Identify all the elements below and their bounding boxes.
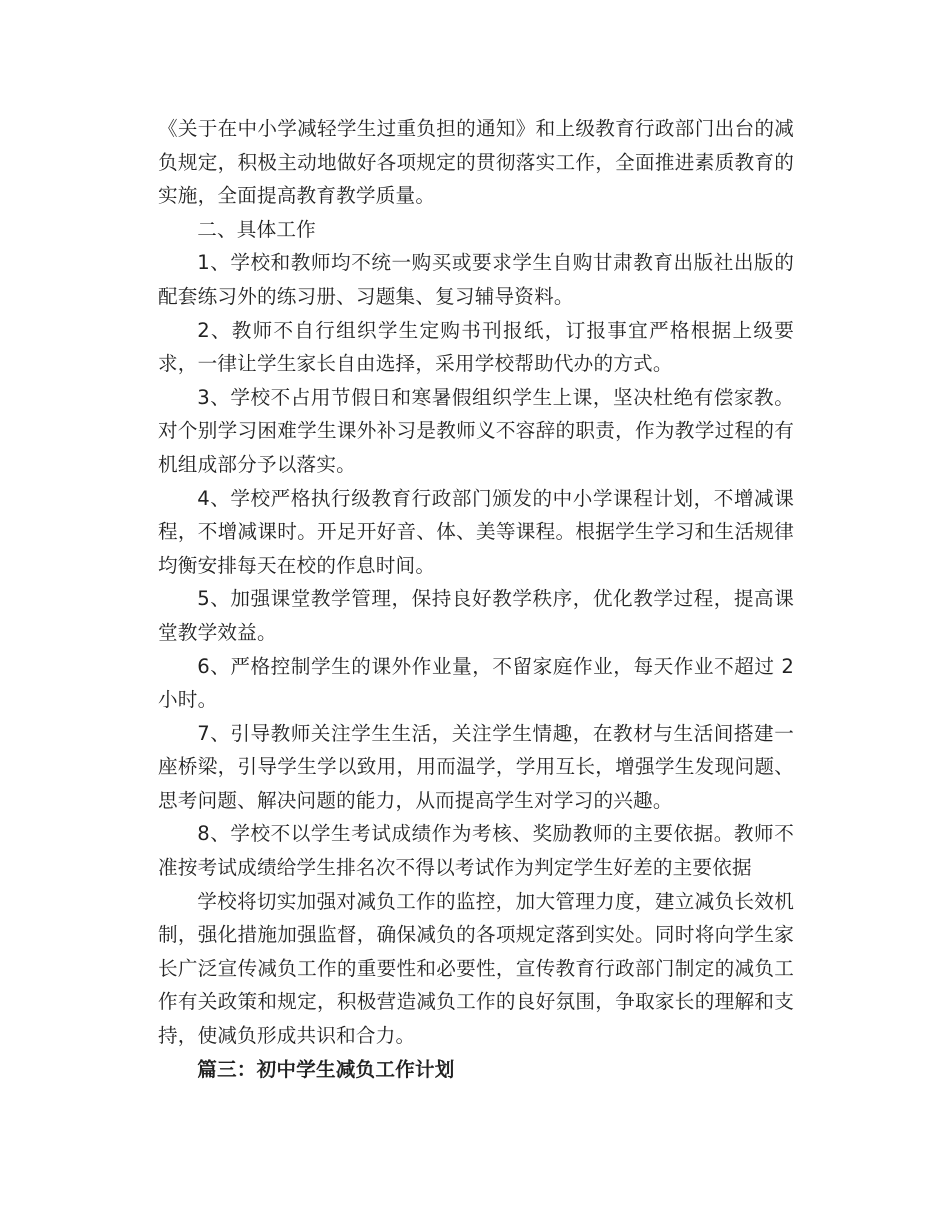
paragraph-intro: 《关于在中小学减轻学生过重负担的通知》和上级教育行政部门出台的减负规定，积极主动地做好各项规定的贯彻落实工作，全面推进素质教育的实施，全面提高教育教学质量。: [158, 117, 794, 208]
list-item-4: 4、学校严格执行级教育行政部门颁发的中小学课程计划，不增减课程，不增减课时。开足开好音、体、美等课程。根据学生学习和生活规律均衡安排每天在校的作息时间。: [158, 486, 794, 577]
list-item-3: 3、学校不占用节假日和寒暑假组织学生上课，坚决杜绝有偿家教。对个别学习困难学生课外补习是教师义不容辞的职责，作为教学过程的有机组成部分予以落实。: [158, 385, 794, 476]
chapter-heading-part-three: 篇三：初中学生减负工作计划: [197, 1057, 455, 1081]
list-item-7: 7、引导教师关注学生生活，关注学生情趣，在教材与生活间搭建一座桥梁，引导学生学以致用，用而温学，学用互长，增强学生发现问题、思考问题、解决问题的能力，从而提高学生对学习的兴趣。: [158, 721, 794, 812]
list-item-1: 1、学校和教师均不统一购买或要求学生自购甘肃教育出版社出版的配套练习外的练习册、习题集、复习辅导资料。: [158, 251, 794, 308]
section-heading-specific-work: 二、具体工作: [197, 217, 316, 241]
document-body: [158, 112, 794, 1086]
list-item-6: 6、严格控制学生的课外作业量，不留家庭作业，每天作业不超过 2 小时。: [158, 654, 794, 712]
paragraph-conclusion: 学校将切实加强对减负工作的监控，加大管理力度，建立减负长效机制，强化措施加强监督，确保减负的各项规定落到实处。同时将向学生家长广泛宣传减负工作的重要性和必要性，宣传教育行政部门制定的减负工作有关政策和规定，积极营造减负工作的良好氛围，争取家长的理解和支持，使减负形成共识和合力。: [158, 889, 794, 1048]
list-item-5: 5、加强课堂教学管理，保持良好教学秩序，优化教学过程，提高课堂教学效益。: [158, 587, 794, 644]
list-item-8: 8、学校不以学生考试成绩作为考核、奖励教师的主要依据。教师不准按考试成绩给学生排名次不得以考试作为判定学生好差的主要依据: [158, 822, 794, 880]
list-item-2: 2、教师不自行组织学生定购书刊报纸，订报事宜严格根据上级要求，一律让学生家长自由选择，采用学校帮助代办的方式。: [158, 318, 794, 376]
